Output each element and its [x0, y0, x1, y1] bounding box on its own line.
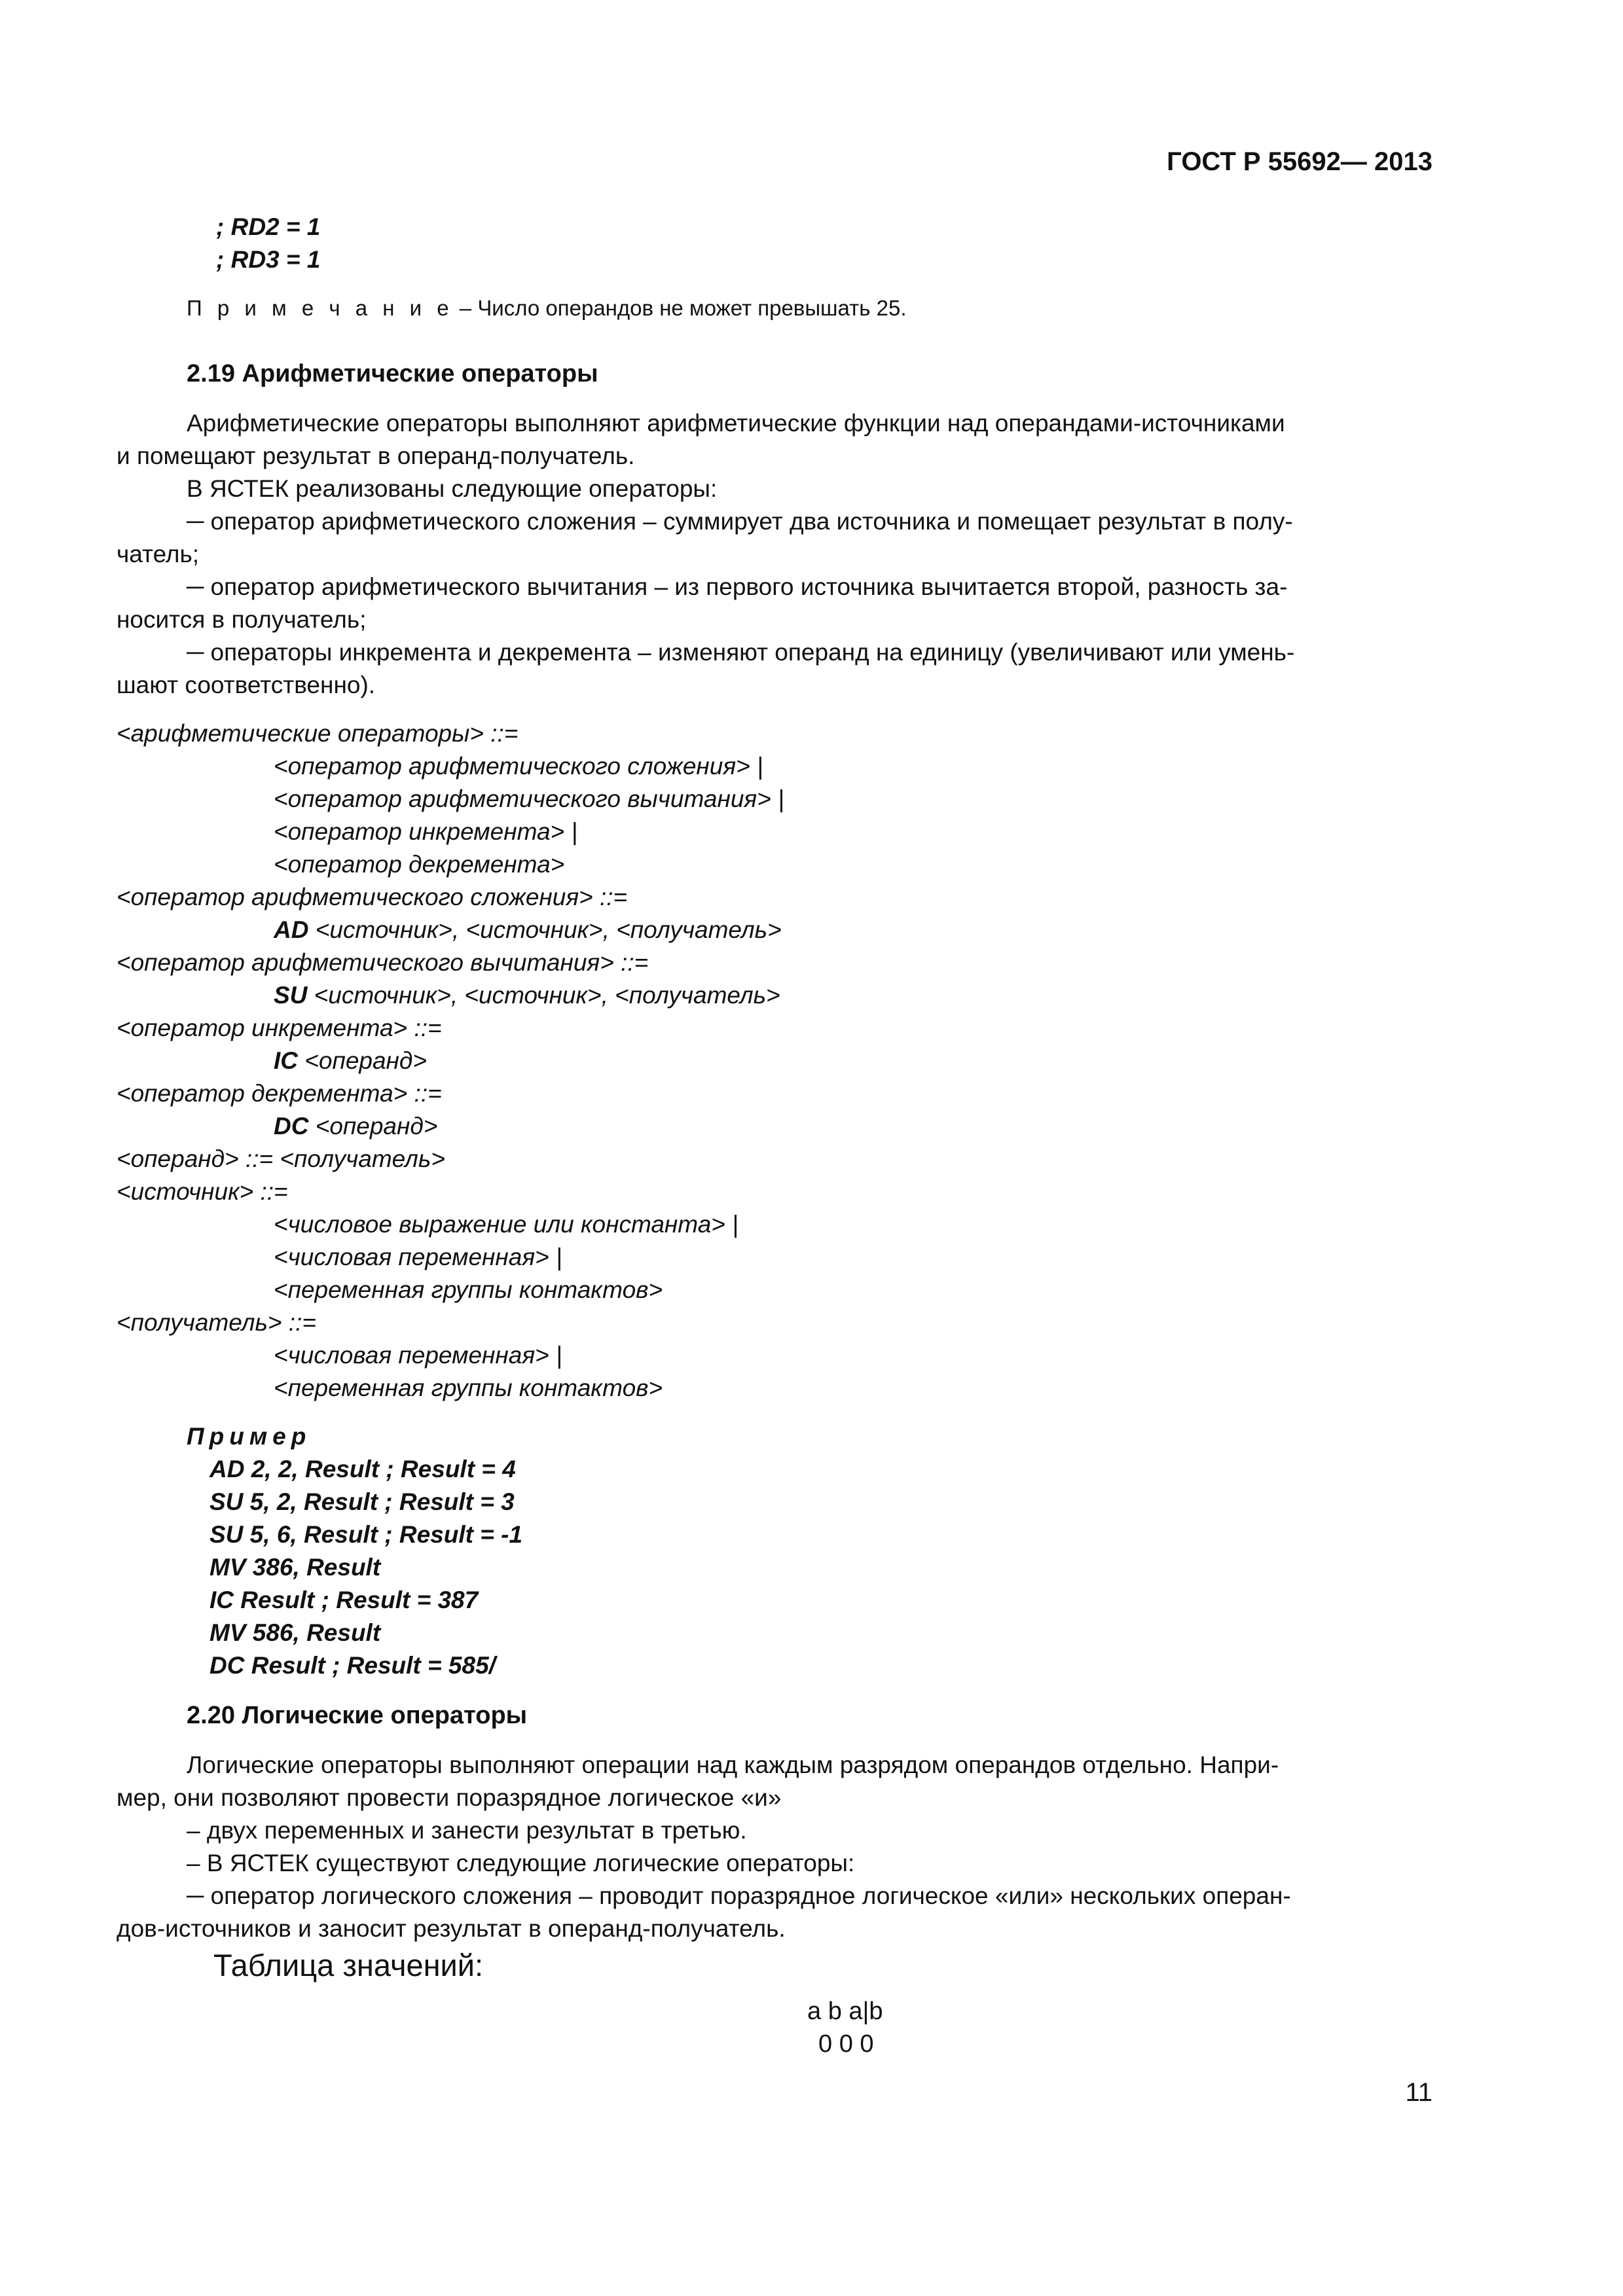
list-item-line: носится в получатель; — [117, 606, 367, 633]
list-item-line: ─ операторы инкремента и декремента – изменяют операнд на единицу (увеличивают или умень- — [187, 639, 1295, 666]
bnf-rule: <арифметические операторы> ::= — [117, 720, 519, 747]
example-line: MV 386, Result — [210, 1554, 381, 1581]
note — [187, 292, 907, 325]
code-line: ; RD3 = 1 — [216, 246, 321, 273]
paragraph-line: мер, они позволяют провести поразрядное логическое «и» — [117, 1784, 782, 1811]
keyword: IC — [274, 1047, 298, 1074]
example-line: MV 586, Result — [210, 1619, 381, 1646]
bnf-rule: <оператор инкремента> ::= — [117, 1014, 442, 1041]
example-line: DC Result ; Result = 585/ — [210, 1652, 496, 1679]
bnf-rule: <оператор арифметического сложения> ::= — [117, 884, 628, 910]
paragraph-line: Арифметические операторы выполняют арифметические функции над операндами-источниками — [187, 410, 1285, 437]
note-label: П р и м е ч а н и е — [187, 296, 454, 320]
paragraph-line: В ЯСТЕК реализованы следующие операторы: — [187, 475, 718, 502]
keyword: SU — [274, 982, 308, 1009]
paragraph-line: – двух переменных и занести результат в третью. — [187, 1817, 747, 1844]
section-heading: 2.20 Логические операторы — [187, 1702, 528, 1729]
bnf-alt: <числовое выражение или константа> | — [274, 1211, 739, 1238]
paragraph-line: и помещают результат в операнд-получатель. — [117, 442, 635, 469]
note-text: – Число операндов не может превышать 25. — [453, 296, 907, 320]
paragraph-line: Логические операторы выполняют операции над каждым разрядом операндов отдельно. Напри- — [187, 1751, 1279, 1778]
example-title: Пример — [187, 1423, 312, 1450]
list-item-line: ─ оператор арифметического сложения – суммирует два источника и помещает результат в полу- — [187, 508, 1293, 535]
bnf-rule: <оператор декремента> ::= — [117, 1080, 442, 1107]
example-line: IC Result ; Result = 387 — [210, 1587, 479, 1613]
list-item-line: шают соответственно). — [117, 672, 376, 698]
table-caption: Таблица значений: — [213, 1948, 484, 1982]
page-number: 11 — [1405, 2078, 1432, 2107]
code-line: ; RD2 = 1 — [216, 213, 321, 240]
list-item-line: ─ оператор арифметического вычитания – из первого источника вычитается второй, разность за- — [187, 573, 1288, 600]
example-line: AD 2, 2, Result ; Result = 4 — [210, 1456, 516, 1482]
bnf-alt: <оператор арифметического вычитания> | — [274, 785, 784, 812]
bnf-rule: <операнд> ::= <получатель> — [117, 1145, 445, 1172]
document-id: ГОСТ Р 55692— 2013 — [1167, 147, 1432, 176]
bnf-alt: <оператор арифметического сложения> | — [274, 753, 763, 780]
bnf-args: <источник>, <источник>, <получатель> — [308, 916, 782, 943]
bnf-args: <операнд> — [298, 1047, 427, 1074]
keyword: DC — [274, 1113, 309, 1139]
bnf-rule: <получатель> ::= — [117, 1309, 316, 1336]
bnf-production — [274, 1110, 437, 1143]
bnf-args: <источник>, <источник>, <получатель> — [307, 982, 780, 1009]
example-line: SU 5, 6, Result ; Result = -1 — [210, 1521, 523, 1548]
example-line: SU 5, 2, Result ; Result = 3 — [210, 1488, 515, 1515]
bnf-alt: <числовая переменная> | — [274, 1342, 562, 1369]
bnf-alt: <оператор инкремента> | — [274, 818, 578, 845]
keyword: AD — [274, 916, 309, 943]
bnf-rule: <оператор арифметического вычитания> ::= — [117, 949, 649, 976]
list-item-line: дов-источников и заносит результат в операнд-получатель. — [117, 1915, 786, 1942]
bnf-rule: <источник> ::= — [117, 1178, 288, 1205]
truth-table-row: 0 0 0 — [818, 2030, 874, 2058]
bnf-alt: <переменная группы контактов> — [274, 1374, 663, 1401]
section-heading: 2.19 Арифметические операторы — [187, 360, 598, 387]
bnf-alt: <числовая переменная> | — [274, 1244, 562, 1270]
paragraph-line: – В ЯСТЕК существуют следующие логические операторы: — [187, 1850, 855, 1876]
bnf-production — [274, 1045, 427, 1077]
list-item-line: ─ оператор логического сложения – проводит поразрядное логическое «или» нескольких операн- — [187, 1882, 1291, 1909]
truth-table-header: a b a|b — [807, 1998, 883, 2025]
bnf-production — [274, 979, 780, 1012]
bnf-alt: <оператор декремента> — [274, 851, 565, 878]
bnf-production — [274, 914, 782, 946]
list-item-line: чатель; — [117, 541, 200, 567]
bnf-alt: <переменная группы контактов> — [274, 1276, 663, 1303]
bnf-args: <операнд> — [308, 1113, 438, 1139]
